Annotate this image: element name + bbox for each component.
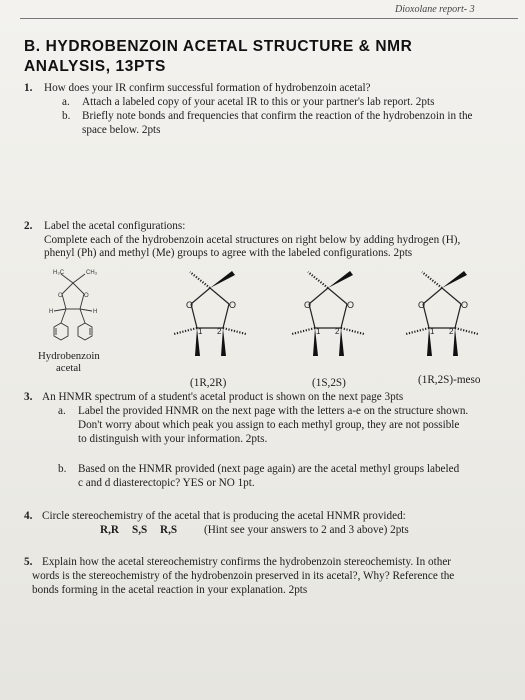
reference-methyl-left: H₃C — [53, 270, 65, 276]
header-rule — [20, 18, 518, 19]
q3a-line1: Label the provided HNMR on the next page with the letters a-e on the structure shown. — [78, 405, 469, 417]
template1-carbon1-label: 1 — [198, 327, 203, 336]
q3b-line2: c and d diasterectopic? YES or NO 1pt. — [78, 477, 255, 489]
q1b-text-line1: Briefly note bonds and frequencies that confirm the reaction of the hydrobenzoin in the — [82, 110, 473, 122]
template2-oxygen-right: O — [347, 300, 355, 310]
q3b-label: b. — [58, 463, 67, 475]
template3-oxygen-right: O — [461, 300, 469, 310]
reference-label-line2: acetal — [56, 362, 82, 374]
template1-carbon2-label: 2 — [217, 327, 222, 336]
q3b-line1: Based on the HNMR provided (next page again) are the acetal methyl groups labeled — [78, 463, 460, 475]
reference-oxygen-right: O — [84, 293, 89, 299]
template1-oxygen-left: O — [186, 300, 194, 310]
template3-carbon1-label: 1 — [430, 327, 435, 336]
reference-label-line1: Hydrobenzoin — [38, 350, 100, 362]
q3-text: An HNMR spectrum of a student's acetal product is shown on the next page 3pts — [42, 391, 404, 403]
acetal-template-2 — [286, 268, 370, 366]
reference-hydrogen-right: H — [93, 309, 98, 315]
reference-hydrogen-left: H — [49, 309, 54, 315]
config-label-meso: (1R,2S)-meso — [418, 374, 481, 386]
acetal-template-1 — [168, 268, 252, 366]
q5-line3: bonds forming in the acetal reaction in your explanation. 2pts — [32, 584, 308, 596]
q1-number: 1. — [24, 82, 33, 94]
config-label-1s2s: (1S,2S) — [312, 377, 346, 389]
q3-number: 3. — [24, 391, 33, 403]
reference-methyl-right: CH₃ — [86, 270, 98, 276]
q2-heading: Label the acetal configurations: — [44, 220, 186, 232]
q4-text: Circle stereochemistry of the acetal that is producing the acetal HNMR provided: — [42, 510, 406, 522]
q1a-label: a. — [62, 96, 70, 108]
acetal-template-3 — [400, 268, 484, 366]
section-title-line1: B. HYDROBENZOIN ACETAL STRUCTURE & NMR — [24, 38, 413, 55]
q1a-text: Attach a labeled copy of your acetal IR to this or your partner's lab report. 2pts — [82, 96, 435, 108]
template1-oxygen-right: O — [229, 300, 237, 310]
q3a-label: a. — [58, 405, 66, 417]
config-label-1r2r: (1R,2R) — [190, 377, 227, 389]
q4-option-ss[interactable]: S,S — [132, 524, 148, 536]
q2-line1: Complete each of the hydrobenzoin acetal structures on right below by adding hydrogen (H), — [44, 234, 461, 246]
running-header: Dioxolane report- 3 — [395, 4, 475, 15]
q2-number: 2. — [24, 220, 33, 232]
q5-line2: words is the stereochemistry of the hydrobenzoin preserved in its acetal?, Why? Reference the — [32, 570, 455, 582]
template2-oxygen-left: O — [304, 300, 312, 310]
q2-line2: phenyl (Ph) and methyl (Me) groups to agree with the labeled configurations. 2pts — [44, 247, 413, 259]
section-title-line2: ANALYSIS, 13PTS — [24, 58, 166, 75]
template2-carbon1-label: 1 — [316, 327, 321, 336]
q3a-line2: Don't worry about which peak you assign to each methyl group, they are not possible — [78, 419, 460, 431]
q4-option-rr[interactable]: R,R — [100, 524, 119, 536]
q1b-label: b. — [62, 110, 71, 122]
q5-line1: Explain how the acetal stereochemistry confirms the hydrobenzoin stereochemisty. In other — [42, 556, 452, 568]
q4-hint: (Hint see your answers to 2 and 3 above) 2pts — [204, 524, 409, 536]
template2-carbon2-label: 2 — [335, 327, 340, 336]
reference-oxygen-left: O — [58, 293, 63, 299]
template3-carbon2-label: 2 — [449, 327, 454, 336]
q4-option-rs[interactable]: R,S — [160, 524, 178, 536]
template3-oxygen-left: O — [418, 300, 426, 310]
q1-text: How does your IR confirm successful formation of hydrobenzoin acetal? — [44, 82, 371, 94]
q3a-line3: to distinguish with your information. 2pts. — [78, 433, 268, 445]
q4-number: 4. — [24, 510, 33, 522]
q1b-text-line2: space below. 2pts — [82, 124, 161, 136]
q5-number: 5. — [24, 556, 33, 568]
reference-acetal-structure — [28, 265, 118, 353]
